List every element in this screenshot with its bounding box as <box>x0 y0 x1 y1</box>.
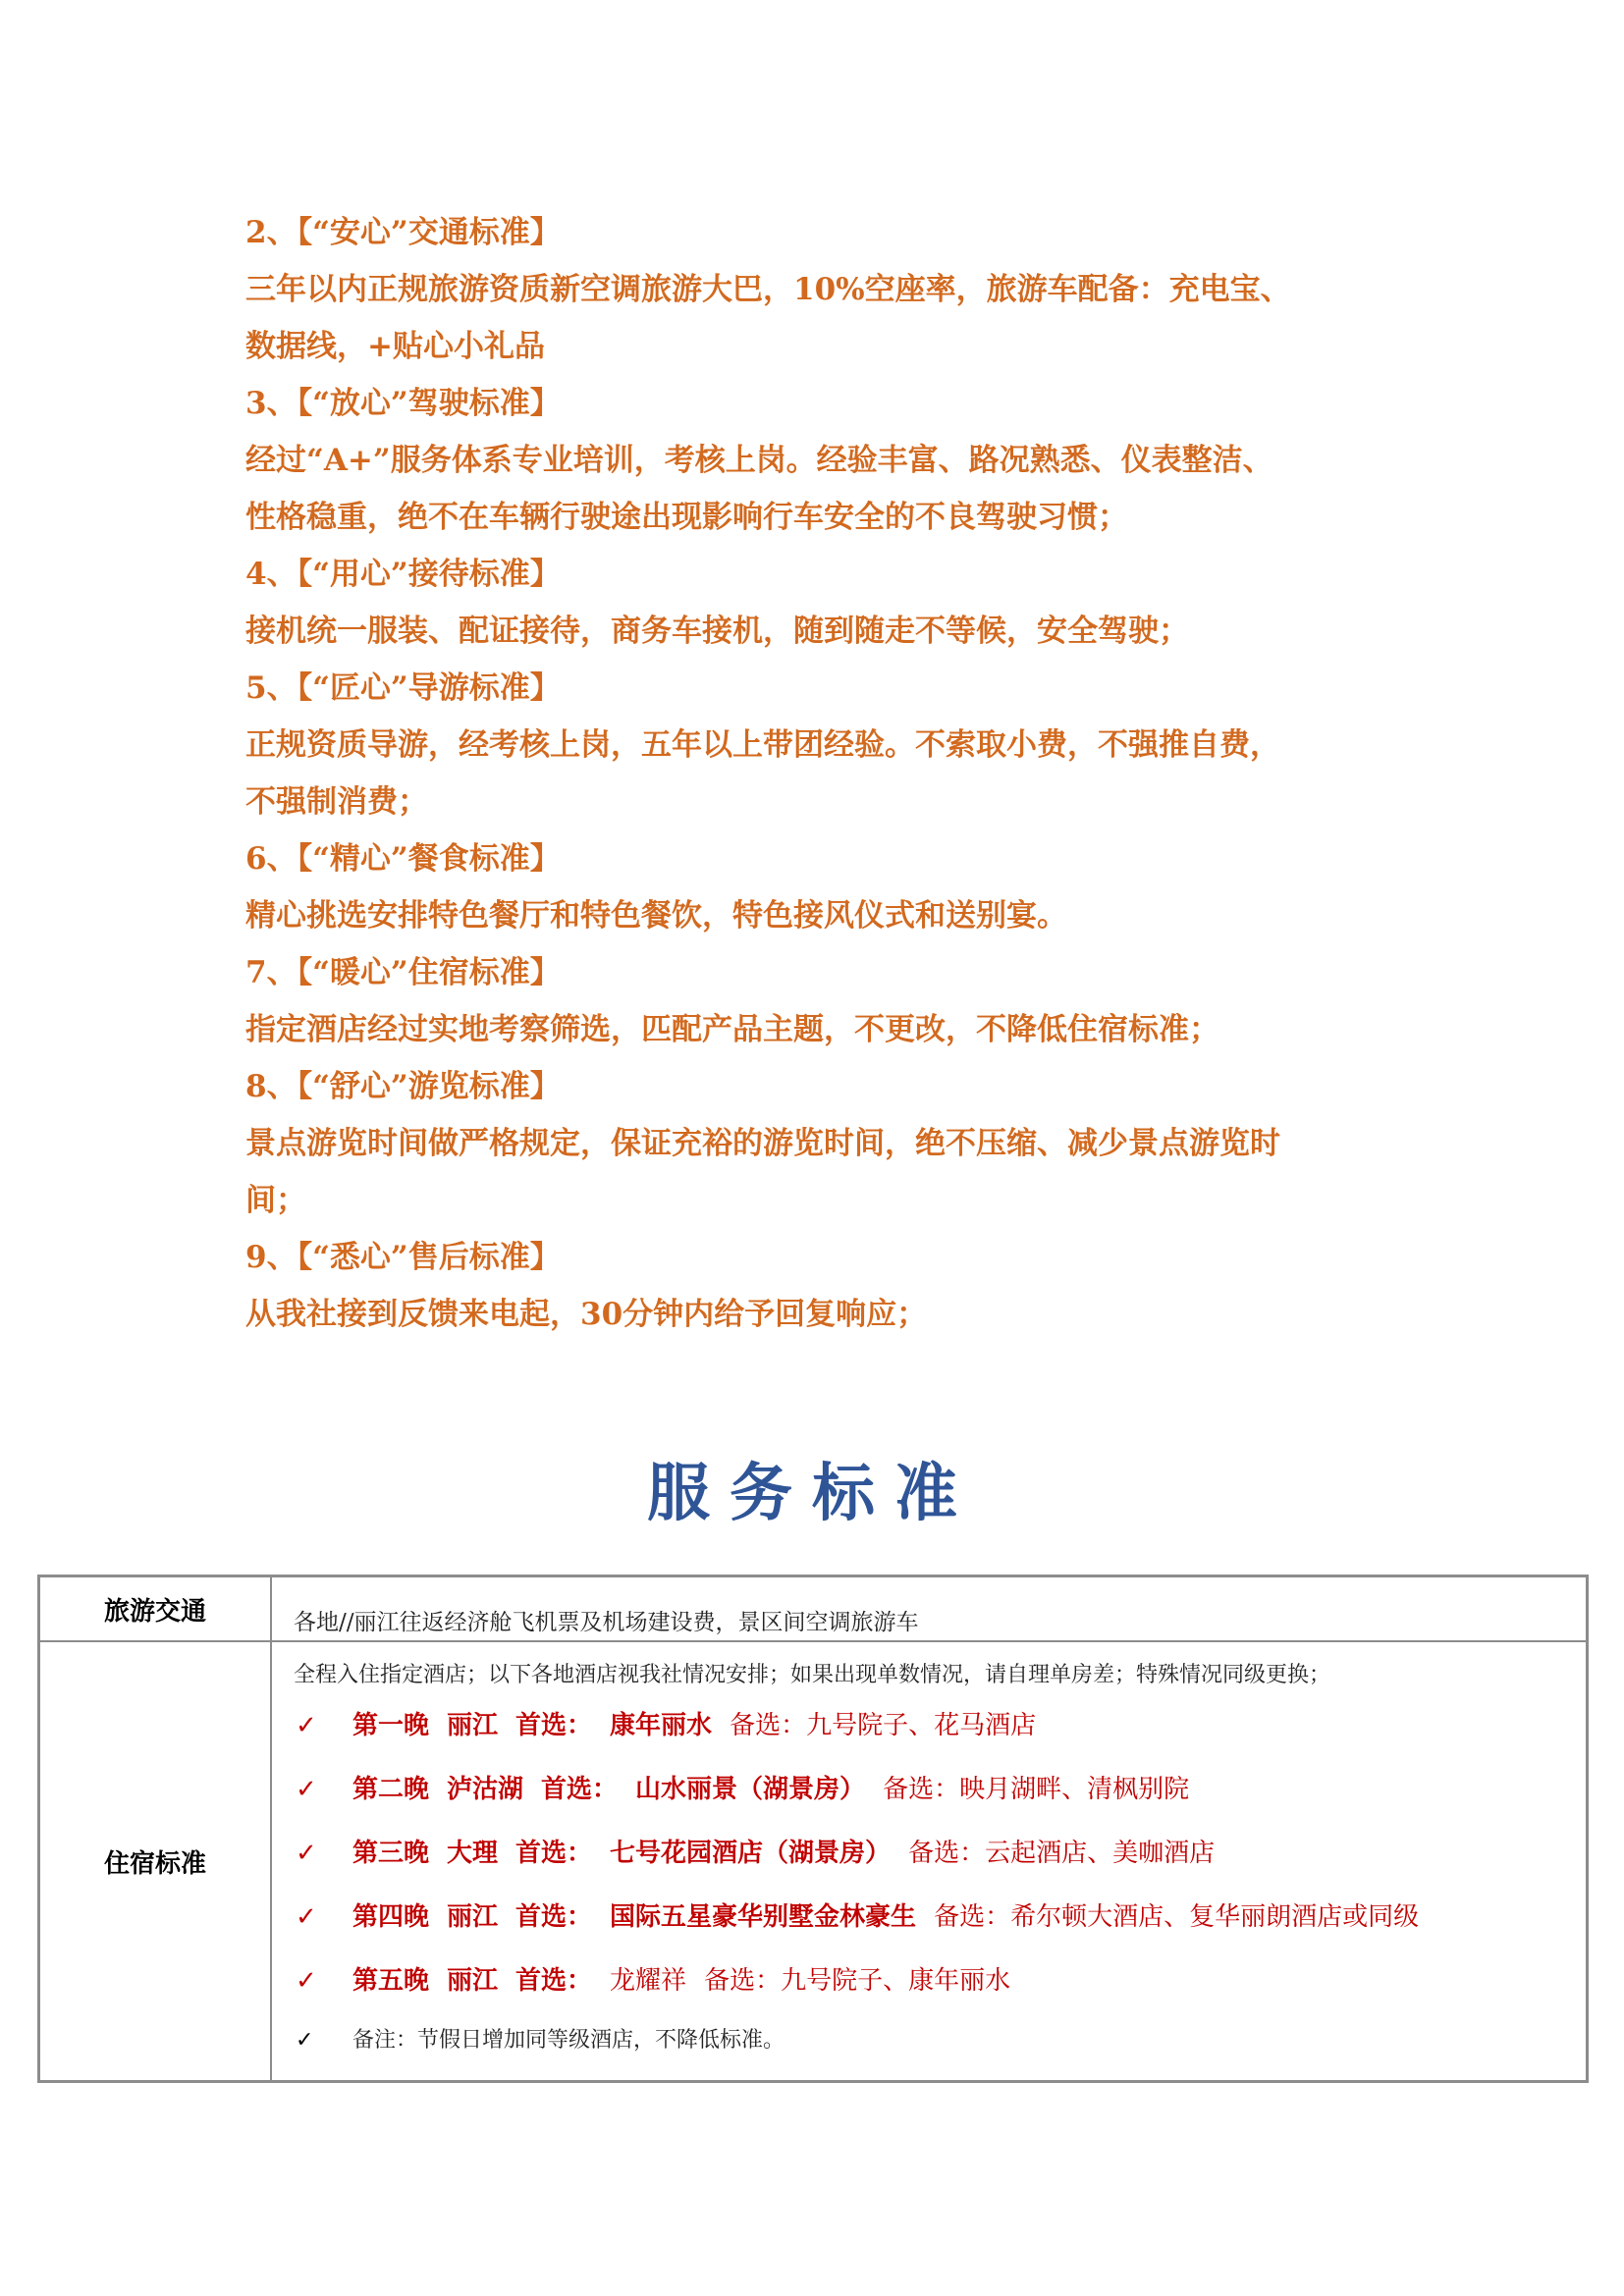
night-city: 泸沽湖 <box>447 1775 524 1804</box>
standard-line: 数据线，+贴心小礼品 <box>245 329 545 364</box>
night-city: 丽江 <box>447 1711 499 1740</box>
list-item-night <box>294 1822 1586 1886</box>
hotel-label: 住宿标准 <box>39 1641 272 2082</box>
standard-heading: 4、【“用心”接待标准】 <box>245 557 561 592</box>
preferred-label: 首选： <box>515 1966 593 1996</box>
hotel-intro: 全程入住指定酒店；以下各地酒店视我社情况安排；如果出现单数情况，请自理单房差；特殊情况同级更换； <box>294 1663 1331 1687</box>
service-standard-table <box>37 1575 1589 2083</box>
list-item-night <box>294 1886 1586 1949</box>
night-city: 丽江 <box>447 1966 499 1996</box>
night-city: 大理 <box>447 1839 499 1868</box>
preferred-hotel: 山水丽景（湖景房） <box>635 1775 866 1804</box>
table-row-hotel <box>39 1641 1588 2082</box>
alternative-hotels: 备选：九号院子、康年丽水 <box>704 1966 1011 1996</box>
preferred-label: 首选： <box>515 1839 593 1868</box>
preferred-label: 首选： <box>541 1775 619 1804</box>
standard-line: 性格稳重，绝不在车辆行驶途出现影响行车安全的不良驾驶习惯； <box>245 500 1128 535</box>
hotel-value-cell <box>271 1641 1588 2082</box>
night-label: 第二晚 <box>352 1775 430 1804</box>
standard-heading: 8、【“舒心”游览标准】 <box>245 1069 561 1104</box>
standard-heading: 2、【“安心”交通标准】 <box>245 215 561 250</box>
night-label: 第一晚 <box>352 1711 430 1740</box>
night-city: 丽江 <box>447 1902 499 1932</box>
list-item-night <box>294 1949 1586 2013</box>
standard-line: 景点游览时间做严格规定，保证充裕的游览时间，绝不压缩、减少景点游览时 <box>245 1126 1280 1161</box>
standard-line: 不强制消费； <box>245 784 428 820</box>
alternative-hotels: 备选：云起酒店、美咖酒店 <box>908 1839 1216 1868</box>
night-label: 第四晚 <box>352 1902 430 1932</box>
preferred-label: 首选： <box>515 1902 593 1932</box>
check-icon: ✓ <box>296 1902 317 1932</box>
night-label: 第五晚 <box>352 1966 430 1996</box>
note-text: 备注：节假日增加同等级酒店，不降低标准。 <box>352 2028 785 2053</box>
service-standards-list <box>245 204 1424 1343</box>
check-icon: ✓ <box>296 1966 317 1996</box>
check-icon: ✓ <box>296 1775 317 1804</box>
list-item-night <box>294 1758 1586 1822</box>
night-label: 第三晚 <box>352 1839 430 1868</box>
standard-line: 精心挑选安排特色餐厅和特色餐饮，特色接风仪式和送别宴。 <box>245 898 1067 934</box>
preferred-hotel: 国际五星豪华别墅金林豪生 <box>610 1902 917 1932</box>
standard-line: 指定酒店经过实地考察筛选，匹配产品主题，不更改，不降低住宿标准； <box>245 1012 1219 1047</box>
standard-heading: 5、【“匠心”导游标准】 <box>245 670 561 706</box>
preferred-hotel: 龙耀祥 <box>610 1966 687 1996</box>
list-item-night <box>294 1694 1586 1758</box>
section-title: 服务标准 <box>647 1458 977 1530</box>
standard-line: 三年以内正规旅游资质新空调旅游大巴，10%空座率，旅游车配备：充电宝、 <box>245 272 1291 307</box>
standard-heading: 7、【“暖心”住宿标准】 <box>245 955 561 990</box>
standard-line: 接机统一服装、配证接待，商务车接机，随到随走不等候，安全驾驶； <box>245 614 1189 649</box>
preferred-hotel: 七号花园酒店（湖景房） <box>610 1839 892 1868</box>
alternative-hotels: 备选：映月湖畔、清枫别院 <box>883 1775 1190 1804</box>
standard-line: 间； <box>245 1183 306 1218</box>
standard-line: 经过“A+”服务体系专业培训，考核上岗。经验丰富、路况熟悉、仪表整洁、 <box>245 443 1273 478</box>
check-icon: ✓ <box>296 1711 317 1740</box>
transport-value-cell <box>271 1576 1588 1642</box>
standard-line: 正规资质导游，经考核上岗，五年以上带团经验。不索取小费，不强推自费， <box>245 727 1280 763</box>
standard-line: 从我社接到反馈来电起，30分钟内给予回复响应； <box>245 1297 928 1332</box>
check-icon: ✓ <box>296 2028 314 2053</box>
transport-value: 各地//丽江往返经济舱飞机票及机场建设费，景区间空调旅游车 <box>294 1609 919 1635</box>
standard-heading: 6、【“精心”餐食标准】 <box>245 841 561 877</box>
alternative-hotels: 备选：九号院子、花马酒店 <box>730 1711 1037 1740</box>
hotel-note <box>294 2013 1586 2068</box>
alternative-hotels: 备选：希尔顿大酒店、复华丽朗酒店或同级 <box>934 1902 1420 1932</box>
standard-heading: 9、【“悉心”售后标准】 <box>245 1240 561 1275</box>
preferred-hotel: 康年丽水 <box>610 1711 713 1740</box>
standard-heading: 3、【“放心”驾驶标准】 <box>245 386 561 421</box>
check-icon: ✓ <box>296 1839 317 1868</box>
preferred-label: 首选： <box>515 1711 593 1740</box>
table-row-transport <box>39 1576 1588 1642</box>
transport-label: 旅游交通 <box>39 1576 272 1642</box>
